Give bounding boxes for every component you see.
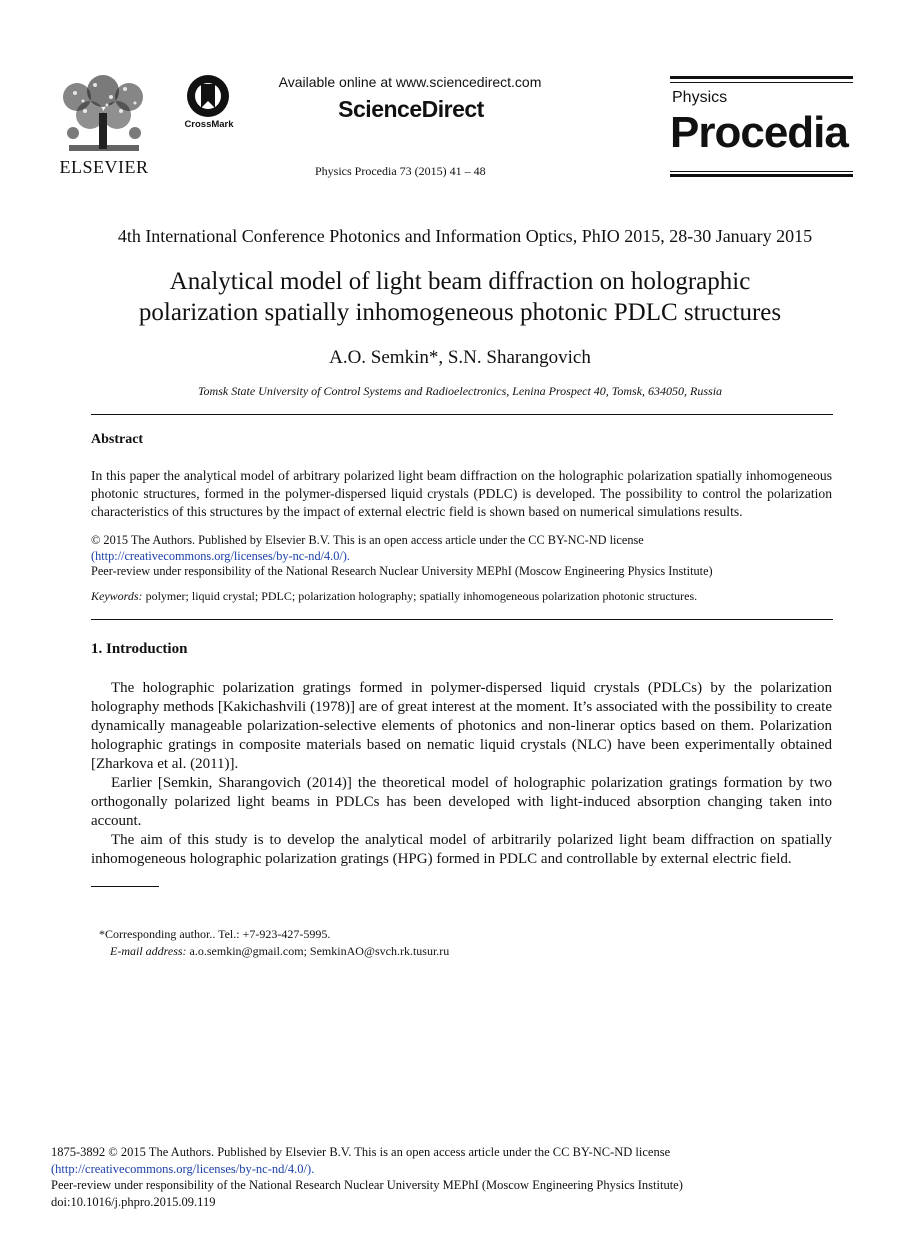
license-link[interactable]: (http://creativecommons.org/licenses/by-nc-nd/4.0/). bbox=[91, 548, 350, 563]
abstract-body: In this paper the analytical model of arbitrary polarized light beam diffraction on the holographic polarization spatially inhomogeneous photonic structures, formed in the polymer-dispersed liquid crystals (PDLC) is developed. The possibility to control the polarization characteristics of this structures by the impact of external electric field is shown based on numerical simulations results. bbox=[91, 468, 832, 519]
footer-doi: doi:10.1016/j.phpro.2015.09.119 bbox=[51, 1194, 216, 1209]
sciencedirect-wordmark[interactable]: ScienceDirect bbox=[338, 96, 484, 122]
footer-issn-license: 1875-3892 © 2015 The Authors. Published by Elsevier B.V. This is an open access article under the CC BY-NC-ND license bbox=[51, 1145, 671, 1159]
section-heading-introduction: 1. Introduction bbox=[91, 641, 188, 657]
copyright-notice bbox=[91, 533, 832, 580]
intro-paragraph-1: The holographic polarization gratings formed in polymer-dispersed liquid crystals (PDLCs) by the polarization holography methods [Kakichashvili (1978)] are of great interest at the moment. It’s associated with the possibility to create dynamically manageable polarization-selective elements of photonics and non-linerar optics based on them. Polarization holographic gratings in composite materials based on nematic liquid crystals (NLC) have been experimentally obtained [Zharkova et al. (2011)]. bbox=[91, 680, 832, 772]
footnote bbox=[99, 926, 449, 960]
affiliation: Tomsk State University of Control Systems and Radioelectronics, Lenina Prospect 40, Tomsk, 634050, Russia bbox=[197, 384, 723, 398]
intro-paragraph-2: Earlier [Semkin, Sharangovich (2014)] the theoretical model of holographic polarization gratings formation by two orthogonally polarized light beams in PDLCs has been developed with light-induced absorption changing taken into account. bbox=[91, 775, 832, 829]
abstract-heading: Abstract bbox=[91, 432, 144, 447]
journal-logo-title: Procedia bbox=[670, 108, 848, 157]
logo-rule-thin bbox=[670, 82, 853, 83]
email-label: E-mail address: bbox=[110, 944, 187, 958]
email-line bbox=[99, 943, 449, 960]
journal-reference: Physics Procedia 73 (2015) 41 – 48 bbox=[315, 164, 486, 178]
paper-title-line2: polarization spatially inhomogeneous photonic PDLC structures bbox=[138, 299, 782, 326]
page-footer bbox=[51, 1144, 811, 1210]
authors: A.O. Semkin*, S.N. Sharangovich bbox=[329, 347, 591, 368]
journal-logo-subtitle: Physics bbox=[672, 89, 728, 106]
elsevier-wordmark: ELSEVIER bbox=[59, 157, 149, 177]
footer-peer-review: Peer-review under responsibility of the National Research Nuclear University MEPhI (Moscow Engineering Physics Institute) bbox=[51, 1178, 683, 1192]
available-online-text: Available online at www.sciencedirect.com bbox=[278, 74, 542, 90]
peer-review-line: Peer-review under responsibility of the National Research Nuclear University MEPhI (Moscow Engineering Physics Institute) bbox=[91, 564, 713, 578]
journal-logo bbox=[670, 76, 853, 176]
divider-top bbox=[91, 414, 833, 415]
keywords-label: Keywords: bbox=[91, 589, 143, 603]
footer-license-link[interactable]: (http://creativecommons.org/licenses/by-nc-nd/4.0/). bbox=[51, 1161, 315, 1176]
intro-paragraph-3: The aim of this study is to develop the analytical model of arbitrarily polarized light beam diffraction on spatially inhomogeneous holographic polarization gratings (HPG) formed in PDLC and controllable by external electric field. bbox=[91, 832, 832, 867]
logo-rule-top bbox=[670, 76, 853, 79]
crossmark-icon bbox=[180, 74, 240, 122]
introduction-body bbox=[91, 679, 832, 869]
conference-line: 4th International Conference Photonics and Information Optics, PhIO 2015, 28-30 January 2015 bbox=[117, 226, 813, 246]
logo-rule-bottom-thin bbox=[670, 171, 853, 172]
elsevier-logo bbox=[55, 75, 153, 177]
logo-rule-bottom bbox=[670, 174, 853, 177]
keywords-list: polymer; liquid crystal; PDLC; polarization holography; spatially inhomogeneous polarization photonic structures. bbox=[145, 589, 698, 603]
copyright-line: © 2015 The Authors. Published by Elsevier B.V. This is an open access article under the CC BY-NC-ND license bbox=[91, 533, 644, 547]
footnote-divider bbox=[91, 886, 159, 887]
crossmark-badge[interactable] bbox=[180, 74, 240, 134]
corresponding-author: *Corresponding author.. Tel.: +7-923-427-5995. bbox=[99, 927, 331, 941]
keywords bbox=[91, 589, 832, 604]
divider-bottom bbox=[91, 619, 833, 620]
crossmark-label: CrossMark bbox=[184, 119, 234, 130]
paper-title-line1: Analytical model of light beam diffraction on holographic bbox=[169, 268, 751, 295]
email-addresses: a.o.semkin@gmail.com; SemkinAO@svch.rk.tusur.ru bbox=[189, 944, 450, 958]
paper-title bbox=[60, 266, 860, 328]
